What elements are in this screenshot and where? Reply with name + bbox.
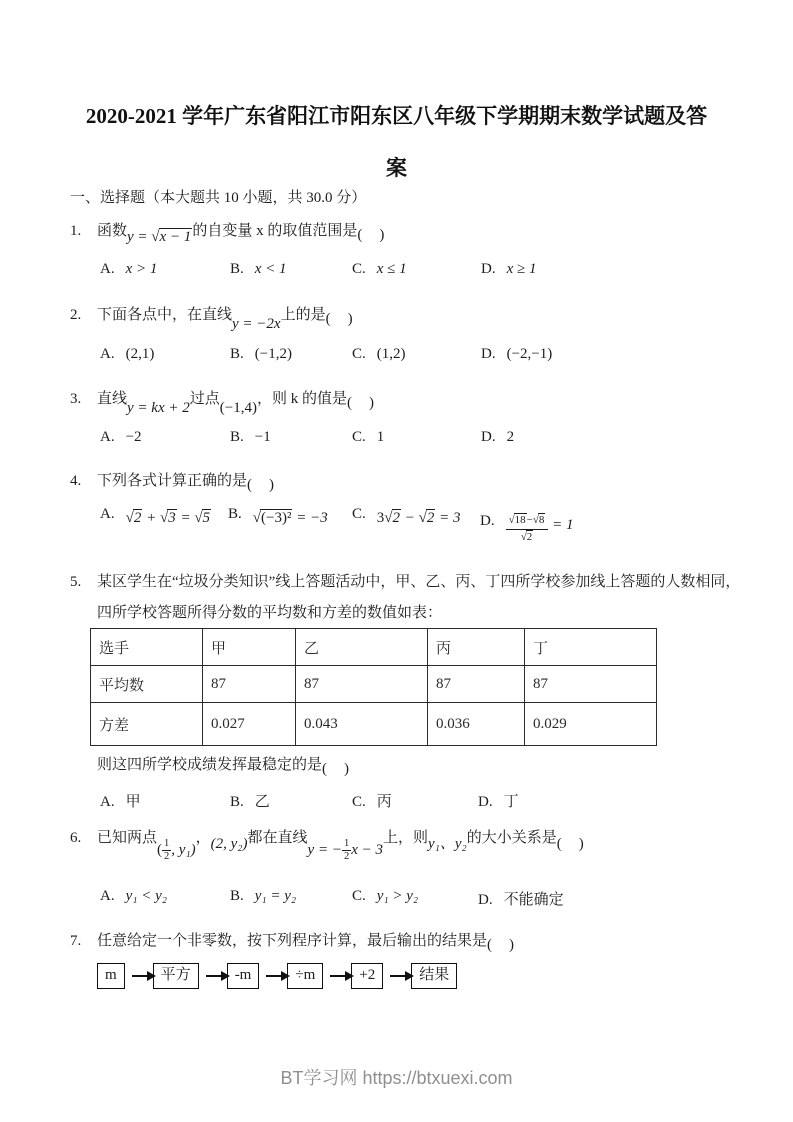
question-number: 1. (70, 223, 82, 239)
coefficient: 3 (376, 510, 385, 526)
option-d (481, 429, 514, 446)
point-coordinates: (−1,4) (219, 400, 257, 416)
option-text: y₁ > y₂ (376, 888, 419, 904)
option-text: 乙 (254, 794, 270, 810)
option-text: −1 (254, 429, 271, 445)
fraction-expression (342, 838, 351, 863)
question-3 (70, 387, 750, 416)
option-text: 甲 (125, 794, 141, 810)
sqrt-expression (194, 510, 211, 526)
stem-text: 下列各式计算正确的是 (97, 473, 248, 489)
table-cell: 0.043 (296, 703, 428, 746)
radicand: 18 (514, 514, 526, 526)
operator: = (176, 510, 195, 526)
table-header-row (91, 629, 657, 666)
sqrt-expression (533, 514, 546, 526)
program-flowchart (97, 963, 457, 989)
option-formula (126, 510, 211, 526)
arrow-right-icon (266, 975, 281, 977)
option-text: x > 1 (125, 261, 158, 277)
option-a (100, 346, 154, 363)
table-cell: 0.027 (203, 703, 296, 746)
option-formula (377, 510, 461, 526)
question-number: 7. (70, 933, 82, 949)
flow-box-divide-m: ÷m (287, 963, 323, 989)
option-text: (2,1) (125, 346, 155, 362)
option-text: (−2,−1) (506, 346, 553, 362)
question-5-line-2 (97, 601, 777, 622)
radical-sign-icon: √ (508, 514, 515, 526)
arrow-right-icon (206, 975, 221, 977)
options-row (0, 261, 793, 287)
answer-blank: ( ) (322, 761, 351, 777)
sqrt-expression (521, 531, 534, 543)
stem-text: 上的是 (280, 307, 326, 323)
option-label: D. (478, 794, 493, 810)
comma: ， (195, 830, 211, 846)
option-label: C. (352, 346, 366, 362)
question-5-conclusion (97, 753, 777, 777)
fraction-numerator (506, 514, 549, 530)
option-c (352, 346, 406, 363)
fraction-expression (162, 838, 171, 863)
table-header-cell: 丁 (525, 629, 657, 666)
score-table (90, 628, 657, 746)
radicand: 2 (133, 510, 142, 526)
option-b (230, 346, 292, 363)
question-4 (70, 469, 750, 493)
options-row (0, 429, 793, 455)
sqrt-expression (419, 510, 436, 526)
option-c (352, 888, 418, 905)
option-text: 不能确定 (503, 892, 564, 908)
sqrt-expression (151, 229, 192, 245)
math-expression: y = kx + 2 (127, 400, 190, 416)
table-cell: 87 (203, 666, 296, 703)
option-label: D. (478, 892, 493, 908)
stem-text: 上，则 (382, 830, 428, 846)
option-text: 丁 (503, 794, 519, 810)
option-a (100, 888, 167, 905)
option-label: C. (352, 506, 366, 522)
option-label: B. (230, 794, 244, 810)
option-c (352, 261, 407, 278)
option-formula (253, 510, 328, 526)
option-d (481, 346, 552, 363)
radicand: x − 1 (159, 229, 192, 245)
table-cell: 平均数 (91, 666, 203, 703)
radical-sign-icon: √ (520, 530, 527, 543)
option-text: y₁ = y₂ (254, 888, 297, 904)
option-label: D. (480, 512, 495, 529)
options-row (0, 346, 793, 372)
option-label: A. (100, 429, 115, 445)
radicand: 2 (426, 510, 435, 526)
stem-text: 过点 (189, 391, 220, 407)
stem-text: ，则 k 的值是 (256, 391, 347, 407)
radical-sign-icon: √ (532, 514, 539, 526)
table-header-cell: 选手 (91, 629, 203, 666)
options-row (0, 888, 793, 914)
fraction-denominator: 2 (343, 851, 350, 863)
table-header-cell: 甲 (203, 629, 296, 666)
stem-text: 已知两点 (97, 830, 158, 846)
radical-sign-icon: √ (384, 510, 393, 526)
sqrt-expression (509, 514, 527, 526)
option-d (481, 261, 536, 278)
option-label: A. (100, 261, 115, 277)
sqrt-expression (384, 510, 401, 526)
page-title (40, 90, 753, 194)
question-6 (70, 826, 750, 863)
option-label: A. (100, 506, 115, 522)
table-cell: 0.029 (525, 703, 657, 746)
sqrt-expression (253, 510, 293, 526)
stem-text: 任意给定一个非零数，按下列程序计算，最后输出的结果是 (97, 933, 488, 949)
stem-text: 都在直线 (247, 830, 308, 846)
stem-text: 下面各点中，在直线 (97, 307, 233, 323)
option-label: D. (481, 429, 496, 445)
option-b (230, 790, 270, 811)
equation-tail: x − 3 (351, 842, 383, 858)
question-number: 2. (70, 307, 82, 323)
table-cell: 方差 (91, 703, 203, 746)
options-row (0, 506, 793, 543)
table-cell: 87 (428, 666, 525, 703)
option-label: A. (100, 346, 115, 362)
option-text: x < 1 (254, 261, 287, 277)
flow-box-result: 结果 (411, 963, 457, 989)
title-line-2: 案 (386, 156, 407, 180)
option-label: D. (481, 346, 496, 362)
stem-text: 直线 (97, 391, 128, 407)
option-b (228, 506, 328, 526)
stem-text: 函数 (97, 223, 128, 239)
table-cell: 87 (296, 666, 428, 703)
sqrt-expression (126, 510, 143, 526)
option-a (100, 790, 141, 811)
option-text: x ≥ 1 (506, 261, 537, 277)
option-text: 丙 (376, 794, 392, 810)
stem-text: 的自变量 x 的取值范围是 (192, 223, 358, 239)
option-c (352, 429, 384, 446)
table-cell: 87 (525, 666, 657, 703)
option-label: B. (230, 261, 244, 277)
paren-open: ( (157, 842, 163, 858)
radicand: 3 (168, 510, 176, 526)
option-a (100, 506, 211, 526)
option-text: (−1,2) (254, 346, 292, 362)
option-label: D. (481, 261, 496, 277)
option-label: C. (352, 429, 366, 445)
radical-sign-icon: √ (252, 510, 261, 526)
point-tail: , y₁) (171, 842, 196, 858)
option-a (100, 261, 157, 278)
radical-sign-icon: √ (194, 510, 203, 526)
sqrt-expression (160, 510, 177, 526)
radicand: 2 (392, 510, 400, 526)
arrow-right-icon (132, 975, 147, 977)
equation-result: = −3 (292, 510, 328, 526)
answer-blank: ( ) (325, 311, 354, 327)
option-label: B. (230, 346, 244, 362)
answer-blank: ( ) (556, 836, 585, 852)
stem-text: 某区学生在“垃圾分类知识”线上答题活动中，甲、乙、丙、丁四所学校参加线上答题的人数相同， (97, 574, 741, 590)
point-1 (157, 838, 196, 863)
option-label: C. (352, 888, 366, 904)
table-row (91, 703, 657, 746)
option-label: A. (100, 794, 115, 810)
question-number: 5. (70, 574, 82, 590)
operator: + (142, 510, 160, 526)
option-label: B. (230, 888, 244, 904)
math-expression (127, 229, 192, 245)
option-d (480, 506, 574, 543)
option-b (230, 261, 287, 278)
option-text: (1,2) (376, 346, 406, 362)
equation-lead: y = − (307, 842, 342, 858)
arrow-right-icon (330, 975, 345, 977)
question-number: 6. (70, 830, 82, 846)
question-2 (70, 303, 750, 332)
operator: − (526, 514, 533, 526)
option-label: A. (100, 888, 115, 904)
table-cell: 0.036 (428, 703, 525, 746)
question-number: 3. (70, 391, 82, 407)
option-label: B. (230, 429, 244, 445)
question-number: 4. (70, 473, 82, 489)
math-expression: y = −2x (232, 316, 281, 332)
fraction-numerator: 1 (342, 838, 351, 851)
equation-result: = 3 (435, 510, 461, 526)
radicand: (−3)² (261, 510, 292, 526)
option-c (352, 790, 392, 811)
equation-result: = 1 (548, 516, 574, 533)
flow-box-minus-m: -m (227, 963, 260, 989)
radical-sign-icon: √ (418, 510, 427, 526)
question-7 (70, 929, 750, 953)
answer-blank: ( ) (247, 477, 276, 493)
option-label: C. (352, 261, 366, 277)
fraction-denominator: 2 (164, 851, 170, 863)
point-2: (2, y₂) (210, 836, 248, 852)
radical-sign-icon: √ (151, 229, 160, 245)
option-text: x ≤ 1 (376, 261, 407, 277)
option-b (230, 888, 296, 905)
fraction-numerator: 1 (162, 838, 171, 851)
option-text: y₁ < y₂ (125, 888, 167, 904)
option-c (352, 506, 461, 526)
flow-box-square: 平方 (153, 963, 199, 989)
question-5 (70, 570, 750, 591)
equation-lead: y = (127, 229, 152, 245)
stem-text: 四所学校答题所得分数的平均数和方差的数值如表： (97, 605, 443, 621)
table-header-cell: 乙 (296, 629, 428, 666)
option-label: B. (228, 506, 242, 522)
table-row (91, 666, 657, 703)
radicand: 8 (538, 514, 545, 526)
stem-text: 的大小关系是 (466, 830, 557, 846)
answer-blank: ( ) (357, 227, 386, 243)
variables: y₁、y₂ (428, 836, 467, 852)
operator: − (401, 510, 419, 526)
option-a (100, 429, 142, 446)
flow-box-plus-2: +2 (351, 963, 383, 989)
option-b (230, 429, 271, 446)
option-label: C. (352, 794, 366, 810)
option-text: −2 (125, 429, 142, 445)
radicand: 2 (526, 530, 533, 543)
option-d (478, 790, 519, 811)
footer-watermark: BT学习网 https://btxuexi.com (280, 1068, 513, 1088)
option-d (478, 888, 564, 909)
title-line-1: 2020-2021 学年广东省阳江市阳东区八年级下学期期末数学试题及答 (85, 104, 708, 128)
stem-text: 则这四所学校成绩发挥最稳定的是 (97, 757, 323, 773)
section-header: 一、选择题（本大题共 10 小题，共 30.0 分） (70, 190, 367, 206)
arrow-right-icon (390, 975, 405, 977)
fraction-denominator (506, 530, 549, 545)
fraction-expression (506, 514, 549, 545)
radical-sign-icon: √ (159, 510, 169, 526)
table-header-cell: 丙 (428, 629, 525, 666)
option-text: 2 (506, 429, 515, 445)
radicand: 5 (202, 510, 211, 526)
options-row (0, 790, 793, 816)
answer-blank: ( ) (346, 395, 375, 411)
flow-box-input: m (97, 963, 125, 989)
line-equation (307, 838, 383, 863)
radical-sign-icon: √ (125, 510, 134, 526)
option-text: 1 (376, 429, 385, 445)
question-1 (70, 219, 750, 245)
answer-blank: ( ) (487, 937, 516, 953)
